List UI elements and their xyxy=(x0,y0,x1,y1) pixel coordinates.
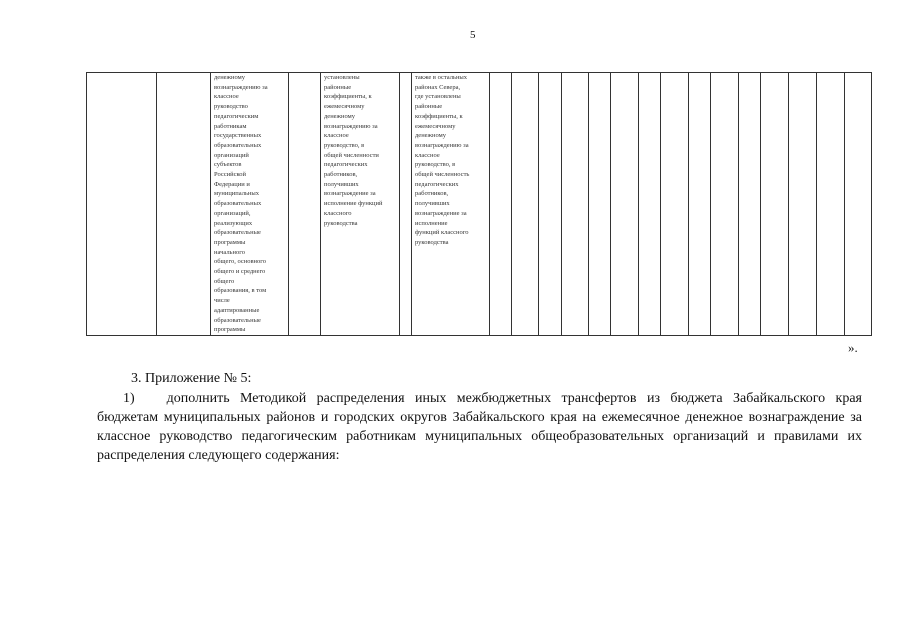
cell-text-line: классное xyxy=(324,132,349,140)
cell-text-line: получивших xyxy=(324,180,359,188)
cell-text-line: денежному xyxy=(324,112,356,120)
table-cell xyxy=(711,73,739,336)
cell-text-line: классное xyxy=(214,93,239,101)
table-cell xyxy=(289,73,321,336)
cell-text-line: педагогическим xyxy=(214,112,259,120)
cell-text-line: руководство, в xyxy=(324,141,365,149)
cell-text-line: руководство xyxy=(214,103,248,111)
table-row xyxy=(87,73,872,336)
cell-text-line: образования, в том xyxy=(214,287,267,295)
cell-text-line: районные xyxy=(415,103,443,111)
table-cell xyxy=(817,73,845,336)
cell-text-line: вознаграждению за xyxy=(214,83,268,91)
cell-text-line: работникам xyxy=(214,122,247,130)
cell-text-line: образовательные xyxy=(214,229,261,237)
cell-text-line: также в остальных xyxy=(415,74,468,81)
table-cell xyxy=(689,73,711,336)
cell-text-line: программы xyxy=(214,238,246,246)
table-cell xyxy=(512,73,539,336)
cell-text-line: Российской xyxy=(214,171,247,179)
table-cell xyxy=(490,73,512,336)
cell-text-line: получивших xyxy=(415,200,450,208)
cell-text-line: образовательные xyxy=(214,316,261,324)
cell-text-line: общей численность xyxy=(415,171,470,179)
table-cell xyxy=(739,73,761,336)
cell-text-line: функций классного xyxy=(415,229,469,237)
cell-text-line: установлены xyxy=(324,74,360,81)
cell-text-line: работников, xyxy=(415,190,449,198)
table-cell xyxy=(845,73,872,336)
table-cell xyxy=(87,73,157,336)
cell-text-line: Федерации и xyxy=(214,180,250,188)
table-cell xyxy=(157,73,211,336)
cell-text-line: исполнение xyxy=(415,219,448,227)
cell-text-line: организаций xyxy=(214,151,249,159)
table-cell xyxy=(589,73,611,336)
cell-text-line: руководство, в xyxy=(415,161,456,169)
cell-text-line: программы xyxy=(214,326,246,334)
table-cell xyxy=(789,73,817,336)
cell-text-line: классное xyxy=(415,151,440,159)
cell-text-line: начального xyxy=(214,248,246,256)
cell-text-line: образовательных xyxy=(214,200,262,208)
closing-quote: ». xyxy=(848,340,858,355)
table-cell xyxy=(661,73,689,336)
table-cell xyxy=(539,73,562,336)
cell-text-line: где установлены xyxy=(415,93,461,101)
table-cell xyxy=(562,73,589,336)
cell-text-line: государственных xyxy=(214,132,262,140)
cell-text-line: руководства xyxy=(415,238,449,246)
paragraph-text: дополнить Методикой распределения иных межбюджетных трансфертов из бюджета Забайкальского края бюджетам муниципальных районов и городских округов Забайкальского края на ежемесячное денежное вознаграждение за классное руководство педагогическим работникам муниципальных общеобразовательных организаций и правилами их распределения следующего содержания: xyxy=(97,391,862,463)
paragraph-number: 1) xyxy=(123,391,135,406)
cell-text-line: ежемесячному xyxy=(415,122,456,130)
cell-text-line: денежному xyxy=(214,74,246,81)
cell-text-line: районные xyxy=(324,83,352,91)
table-cell xyxy=(611,73,639,336)
cell-text-line: коэффициенты, к xyxy=(324,93,372,101)
cell-text-line: образовательных xyxy=(214,141,262,149)
table-cell xyxy=(639,73,661,336)
table-cell-calculation-method xyxy=(412,73,490,336)
paragraph xyxy=(97,389,862,465)
cell-text-line: общего xyxy=(214,277,235,285)
cell-text-line: реализующих xyxy=(214,219,253,227)
cell-text-line: ежемесячному xyxy=(324,103,365,111)
cell-text-line: руководства xyxy=(324,219,358,227)
cell-text-line: денежному xyxy=(415,132,447,140)
table-cell xyxy=(400,73,412,336)
cell-text-line: субъектов xyxy=(214,161,242,169)
cell-text-line: общего и среднего xyxy=(214,268,266,276)
cell-text-line: вознаграждению за xyxy=(324,122,378,130)
cell-text-line: общего, основного xyxy=(214,258,267,266)
cell-text-line: вознаграждение за xyxy=(324,190,376,198)
cell-text-line: общей численности xyxy=(324,151,379,159)
cell-text-line: исполнение функций xyxy=(324,200,383,208)
cell-text-line: работников, xyxy=(324,171,358,179)
table-cell-indicator-description xyxy=(321,73,400,336)
continuation-table xyxy=(86,72,872,336)
cell-text-line: вознаграждению за xyxy=(415,141,469,149)
cell-text-line: классного xyxy=(324,209,352,217)
cell-text-line: муниципальных xyxy=(214,190,260,198)
table-cell-indicator-name xyxy=(211,73,289,336)
item-heading: 3. Приложение № 5: xyxy=(131,371,252,386)
cell-text-line: педагогических xyxy=(415,180,459,188)
cell-text-line: числе xyxy=(214,297,230,305)
cell-text-line: районах Севера, xyxy=(415,83,461,91)
cell-text-line: коэффициенты, к xyxy=(415,112,463,120)
cell-text-line: педагогических xyxy=(324,161,368,169)
cell-text-line: адаптированные xyxy=(214,306,260,314)
cell-text-line: вознаграждение за xyxy=(415,209,467,217)
table-cell xyxy=(761,73,789,336)
cell-text-line: организаций, xyxy=(214,209,251,217)
page-number: 5 xyxy=(470,29,476,41)
